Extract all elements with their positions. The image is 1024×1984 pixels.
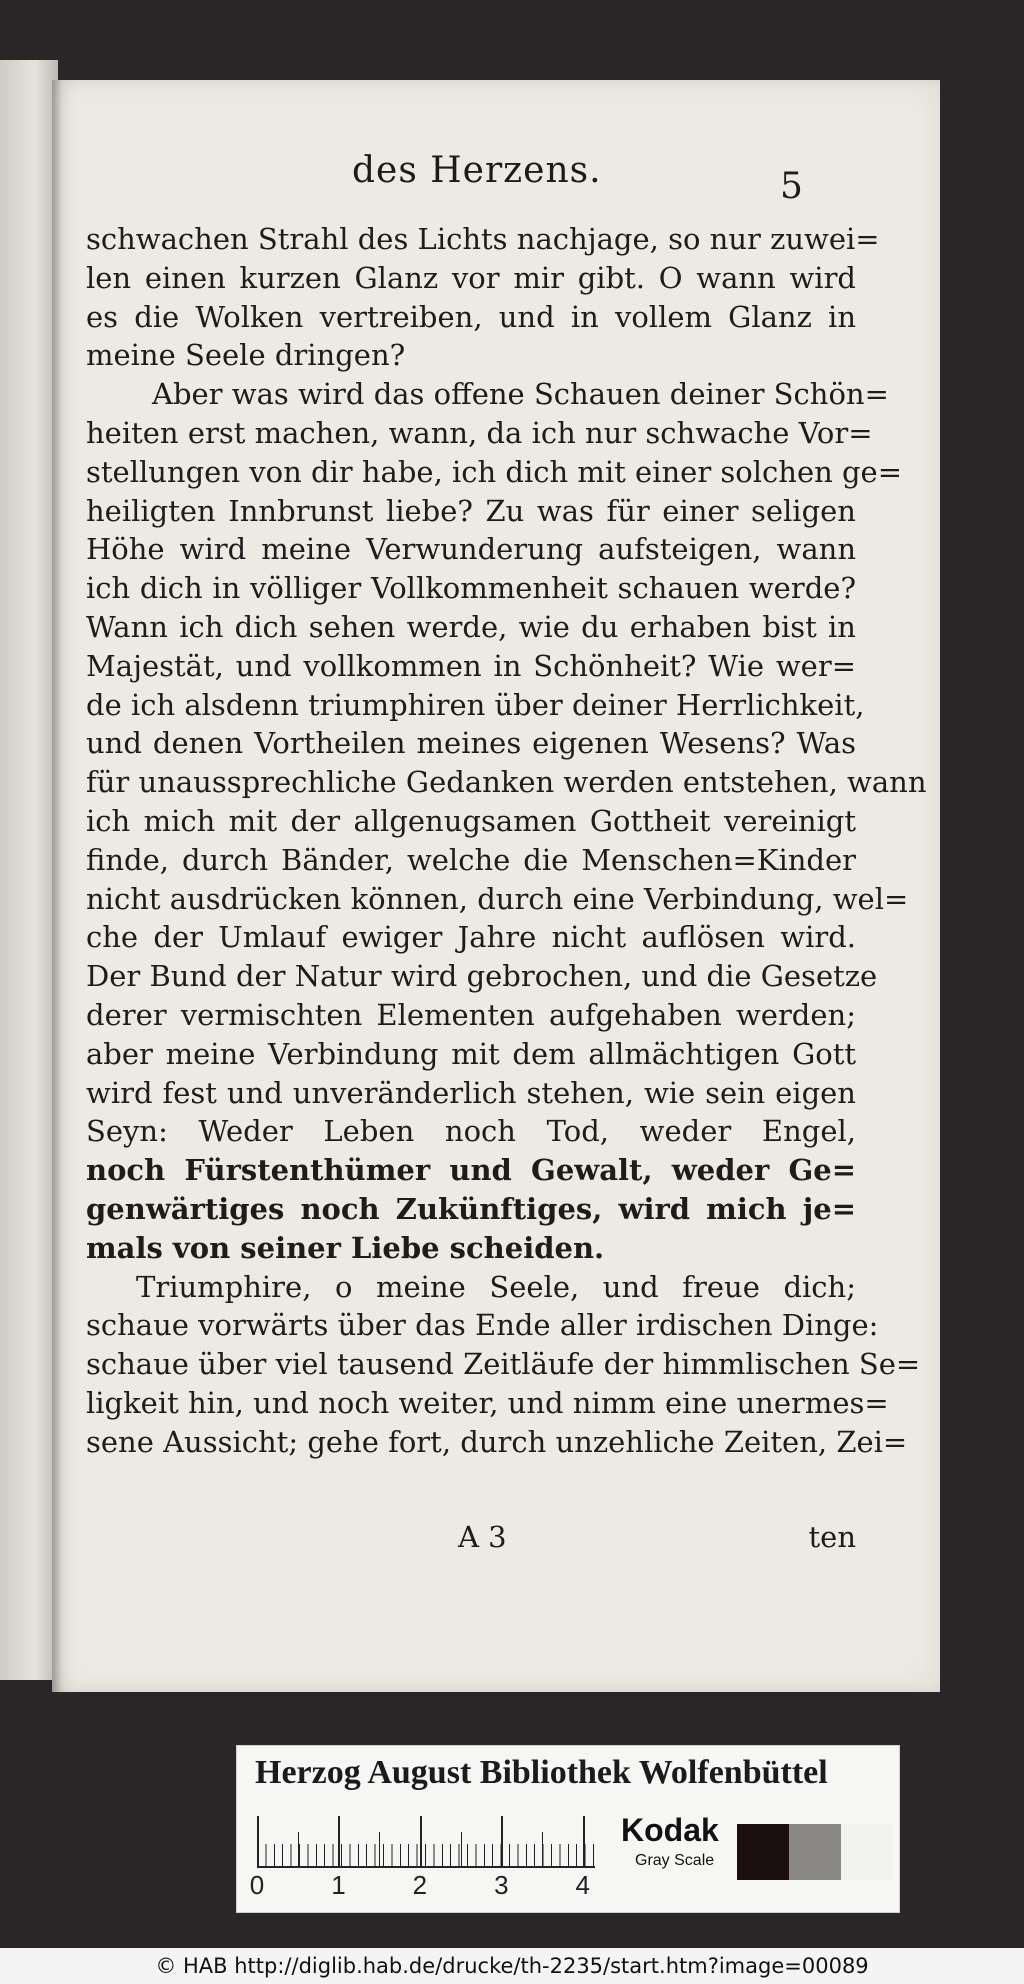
text-line: stellungen von dir habe, ich dich mit einer solchen ge= [86,454,903,489]
ruler-major-tick [583,1816,585,1866]
ruler-label: 4 [575,1870,591,1900]
text-line: Der Bund der Natur wird gebrochen, und die Gesetze [86,959,878,994]
ruler-mid-tick [542,1832,543,1866]
text-line: Wann ich dich sehen werde, wie du erhaben bist in [86,609,856,644]
signature-row [86,1520,856,1560]
text-line: Majestät, und vollkommen in Schönheit? Wie wer= [86,648,856,683]
ruler-major-tick [257,1816,259,1866]
scale-ruler [257,1812,595,1868]
ruler-mid-tick [298,1832,299,1866]
ruler-label: 1 [331,1870,346,1900]
ruler-label: 0 [249,1870,265,1900]
text-line: mals von seiner Liebe scheiden. [86,1230,605,1265]
ruler-label: 3 [494,1870,509,1900]
text-line: aber meine Verbindung mit dem allmächtigen Gott [86,1036,856,1071]
signature-mark: A 3 [458,1520,507,1554]
text-line: und denen Vortheilen meines eigenen Wesens? Was [86,726,856,761]
ruler-labels [249,1870,617,1900]
text-line: derer vermischten Elementen aufgehaben werden; [86,997,856,1032]
ghost-text [2,228,42,250]
body-text [86,220,927,1462]
adjacent-page-edge [0,60,58,1680]
text-line: ligkeit hin, und noch weiter, und nimm eine unermes= [86,1385,889,1420]
text-line: heiten erst machen, wann, da ich nur schwache Vor= [86,415,873,450]
kodak-logo: Kodak [621,1812,719,1848]
text-line: che der Umlauf ewiger Jahre nicht auflösen wird. [86,920,856,955]
ruler-mid-tick [461,1832,462,1866]
gray-patch [841,1824,893,1880]
text-line: schwachen Strahl des Lichts nachjage, so nur zuwei= [86,222,880,256]
text-line: len einen kurzen Glanz vor mir gibt. O wann wird [86,260,856,295]
gray-patch [789,1824,841,1880]
ruler-major-tick [338,1816,340,1866]
text-line: es die Wolken vertreiben, und in vollem Glanz in [86,299,856,334]
text-line: ich mich mit der allgenugsamen Gottheit vereinigt [86,803,856,838]
text-line: sene Aussicht; gehe fort, durch unzehliche Zeiten, Zei= [86,1424,908,1459]
page-gutter-shadow [52,80,62,1692]
target-title: Herzog August Bibliothek Wolfenbüttel [255,1754,828,1791]
text-line: schaue über viel tausend Zeitläufe der himmlischen Se= [86,1347,921,1382]
text-line: nicht ausdrücken können, durch eine Verbindung, wel= [86,881,909,916]
gray-scale-label: Gray Scale [635,1852,715,1869]
book-page [52,80,940,1692]
text-line: finde, durch Bänder, welche die Menschen=Kinder [86,842,856,877]
text-line: genwärtiges noch Zukünftiges, wird mich je= [86,1191,856,1226]
text-line: Höhe wird meine Verwunderung aufsteigen, wann [86,532,856,567]
text-line: noch Fürstenthümer und Gewalt, weder Ge= [86,1153,856,1188]
gray-patch [737,1824,789,1880]
copyright-footer: © HAB http://diglib.hab.de/drucke/th-2235/start.htm?image=00089 [0,1948,1024,1984]
text-line: für unaussprechliche Gedanken werden entstehen, wann [86,765,927,800]
page-number: 5 [780,166,803,207]
running-head: des Herzens. [352,150,602,191]
ruler-major-tick [501,1816,503,1866]
text-line: de ich alsdenn triumphiren über deiner Herrlichkeit, [86,687,865,722]
ruler-mid-tick [379,1832,380,1866]
catchword: ten [808,1520,856,1554]
color-target [236,1745,900,1913]
text-line: ich dich in völliger Vollkommenheit schauen werde? [86,571,856,606]
text-line: schaue vorwärts über das Ende aller irdischen Dinge: [86,1308,879,1343]
ruler-label: 2 [412,1870,428,1900]
text-line: wird fest und unveränderlich stehen, wie sein eigen [86,1075,856,1110]
text-line: Triumphire, o meine Seele, und freue dich; [136,1269,856,1304]
text-line: Seyn: Weder Leben noch Tod, weder Engel, [86,1114,856,1149]
ruler-major-tick [420,1816,422,1866]
text-line: meine Seele dringen? [86,338,406,373]
text-line: heiligten Innbrunst liebe? Zu was für einer seligen [86,493,856,528]
text-line: Aber was wird das offene Schauen deiner Schön= [152,377,889,412]
